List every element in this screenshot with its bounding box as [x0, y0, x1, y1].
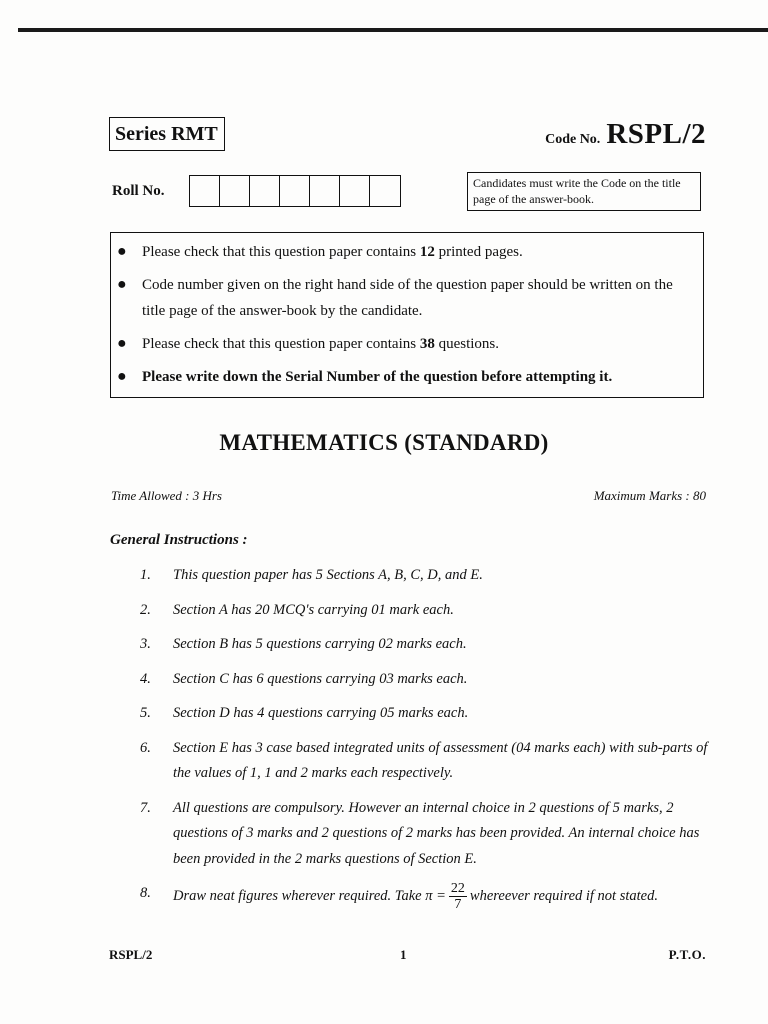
check-text [142, 364, 612, 390]
roll-digit-box[interactable] [340, 176, 370, 206]
roll-digit-box[interactable] [220, 176, 250, 206]
roll-digit-box[interactable] [280, 176, 310, 206]
top-rule [18, 28, 768, 32]
pi-fraction [449, 881, 467, 912]
check-item [117, 239, 693, 265]
check-text-bold: 12 [419, 244, 435, 260]
instruction-text: Section E has 3 case based integrated units of assessment (04 marks each) with sub-parts of the values of 1, 1 and 2 marks each respectively. [173, 739, 708, 781]
bullet-icon: ● [117, 335, 127, 352]
check-text-pre: Code number given on the right hand side of the question paper should be written on the title page of the answer-book by the candidate. [142, 277, 673, 319]
instruction-number: 1. [140, 567, 151, 583]
check-item [117, 272, 693, 324]
series-label: Series RMT [109, 117, 225, 151]
roll-label: Roll No. [112, 183, 165, 199]
instruction-number: 8. [140, 885, 151, 901]
code-prefix: Code No. [545, 132, 601, 147]
instruction-item [140, 736, 710, 787]
instruction-number: 6. [140, 739, 151, 756]
instruction-text-post: whereever required if not stated. [469, 887, 658, 904]
maximum-marks: Maximum Marks : 80 [593, 488, 706, 503]
instruction-item [140, 701, 710, 727]
instruction-number: 7. [140, 799, 151, 816]
check-item [117, 331, 693, 357]
instruction-text: Section D has 4 questions carrying 05 marks each. [173, 705, 469, 721]
code-number [545, 118, 706, 151]
check-text-bold: 38 [419, 336, 435, 352]
instruction-text: Section B has 5 questions carrying 02 marks each. [173, 636, 467, 652]
instruction-number: 2. [140, 601, 151, 618]
bullet-icon: ● [117, 276, 127, 293]
instruction-text: Section C has 6 questions carrying 03 marks each. [173, 670, 468, 687]
bullet-icon: ● [117, 243, 127, 260]
check-text [142, 272, 693, 324]
roll-digit-box[interactable] [370, 176, 400, 206]
check-text [142, 331, 499, 357]
candidate-note: Candidates must write the Code on the title page of the answer-book. [467, 172, 701, 211]
fraction-numerator: 22 [450, 881, 465, 896]
pto-label: P.T.O. [668, 947, 706, 962]
instruction-number: 4. [140, 670, 151, 687]
roll-digit-box[interactable] [250, 176, 280, 206]
instruction-text: Section A has 20 MCQ's carrying 01 mark each. [173, 601, 454, 618]
instruction-number: 5. [140, 705, 151, 721]
instruction-item [140, 598, 710, 624]
instruction-text [173, 881, 658, 912]
general-instructions-heading: General Instructions : [110, 532, 248, 548]
instruction-text-pre: Draw neat figures wherever required. Take π = [173, 887, 446, 904]
footer-code: RSPL/2 [109, 947, 153, 962]
check-item [117, 364, 693, 390]
check-text-bold: Please write down the Serial Number of the question before attempting it. [142, 369, 613, 385]
instruction-item [140, 881, 710, 912]
roll-number-boxes[interactable] [189, 175, 401, 207]
check-text [142, 239, 523, 265]
roll-digit-box[interactable] [310, 176, 340, 206]
code-value: RSPL/2 [606, 118, 706, 150]
instruction-item [140, 563, 710, 589]
check-text-pre: Please check that this question paper contains [142, 336, 420, 352]
instruction-text: All questions are compulsory. However an internal choice in 2 questions of 5 marks, 2 questions of 3 marks and 2 questions of 2 marks has been provided. An internal choice has been provided in the 2 marks questions of Section E. [173, 799, 700, 867]
instruction-item [140, 632, 710, 658]
check-text-post: printed pages. [434, 244, 523, 260]
paper-title: MATHEMATICS (STANDARD) [219, 430, 549, 455]
roll-digit-box[interactable] [190, 176, 220, 206]
check-text-post: questions. [434, 336, 500, 352]
fraction-denominator: 7 [454, 897, 462, 912]
instruction-number: 3. [140, 636, 151, 652]
instruction-item [140, 796, 710, 873]
bullet-icon: ● [117, 368, 127, 385]
instruction-text: This question paper has 5 Sections A, B, C, D, and E. [173, 567, 483, 583]
page-number: 1 [400, 947, 407, 962]
time-allowed: Time Allowed : 3 Hrs [111, 488, 222, 503]
check-text-pre: Please check that this question paper contains [142, 244, 420, 260]
check-list-box [110, 232, 704, 398]
instruction-item [140, 667, 710, 693]
instructions-list [140, 563, 710, 921]
